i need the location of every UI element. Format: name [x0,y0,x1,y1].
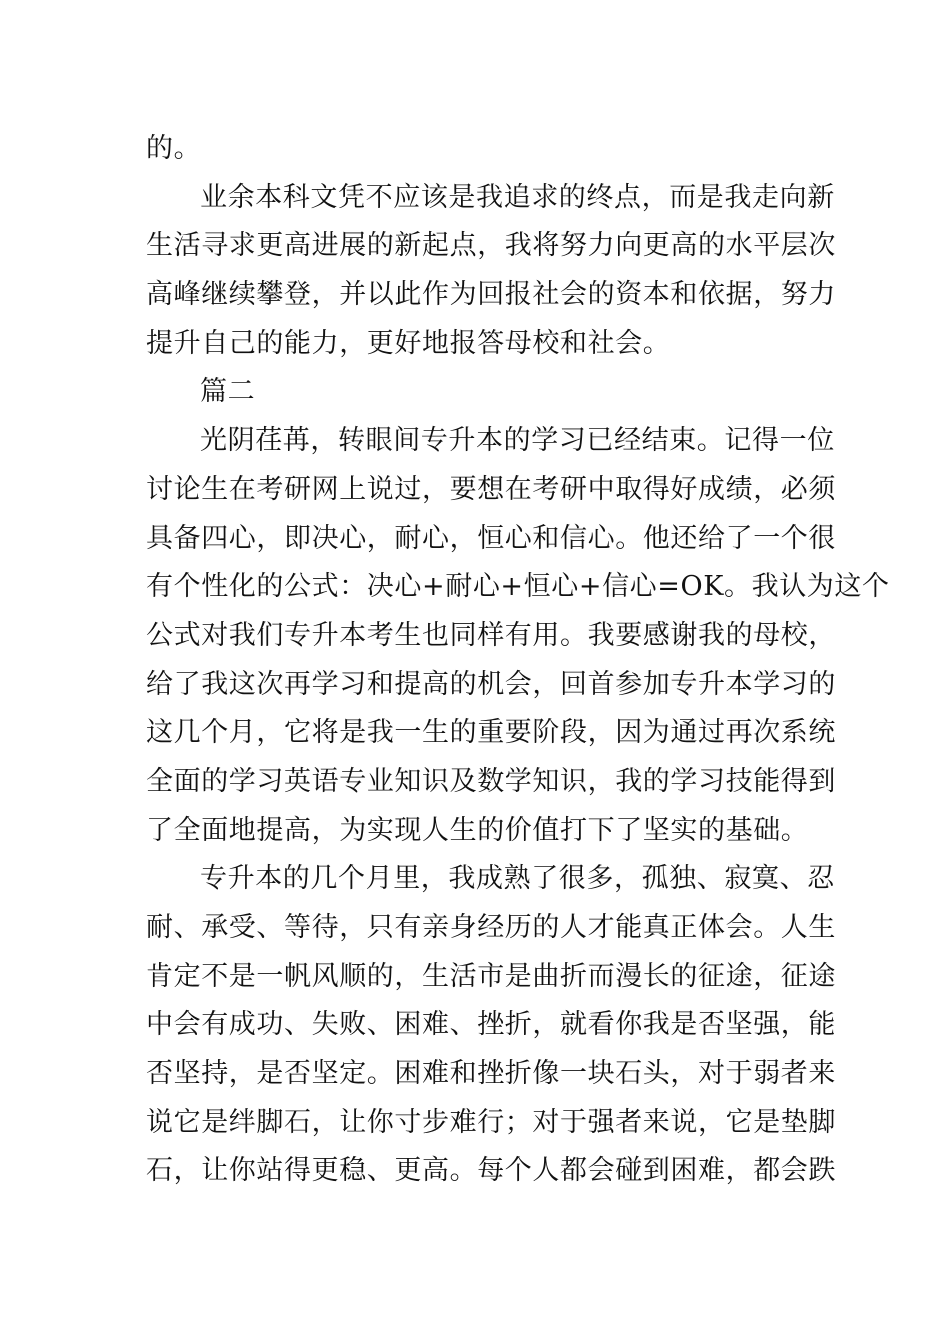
text-line: 提升自己的能力，更好地报答母校和社会。 [146,327,671,359]
text-line: 这几个月，它将是我一生的重要阶段，因为通过再次系统 [146,717,836,749]
text-line: 高峰继续攀登，并以此作为回报社会的资本和依据，努力 [146,279,836,311]
text-line: 石，让你站得更稳、更高。每个人都会碰到困难，都会跌 [146,1155,836,1187]
text-line: 的。 [146,133,202,164]
text-line: 公式对我们专升本考生也同样有用。我要感谢我的母校， [146,619,836,651]
text-line: 具备四心，即决心，耐心，恒心和信心。他还给了一个很 [146,522,836,554]
text-line: 给了我这次再学习和提高的机会，回首参加专升本学习的 [146,668,836,700]
document-body [146,125,890,1196]
text-line: 说它是绊脚石，让你寸步难行；对于强者来说，它是垫脚 [146,1106,836,1138]
text-line: 讨论生在考研网上说过，要想在考研中取得好成绩，必须 [146,473,836,505]
text-line: 中会有成功、失败、困难、挫折，就看你我是否坚强，能 [146,1009,836,1041]
text-line: 了全面地提高，为实现人生的价值打下了坚实的基础。 [146,814,809,846]
text-line: 有个性化的公式：决心+耐心+恒心+信心=OK。我认为这个 [146,571,890,603]
text-line: 耐、承受、等待，只有亲身经历的人才能真正体会。人生 [146,912,836,943]
paragraph-first-line: 光阴荏苒，转眼间专升本的学习已经结束。记得一位 [200,425,835,457]
section-heading: 篇二 [200,376,256,408]
paragraph-first-line: 专升本的几个月里，我成熟了很多，孤独、寂寞、忍 [200,863,835,895]
paragraph-first-line: 业余本科文凭不应该是我追求的终点，而是我走向新 [200,181,835,213]
text-line: 否坚持，是否坚定。困难和挫折像一块石头，对于弱者来 [146,1058,836,1090]
text-line: 生活寻求更高进展的新起点，我将努力向更高的水平层次 [146,230,836,262]
text-line: 肯定不是一帆风顺的，生活市是曲折而漫长的征途，征途 [146,960,836,992]
text-line: 全面的学习英语专业知识及数学知识，我的学习技能得到 [146,765,836,797]
